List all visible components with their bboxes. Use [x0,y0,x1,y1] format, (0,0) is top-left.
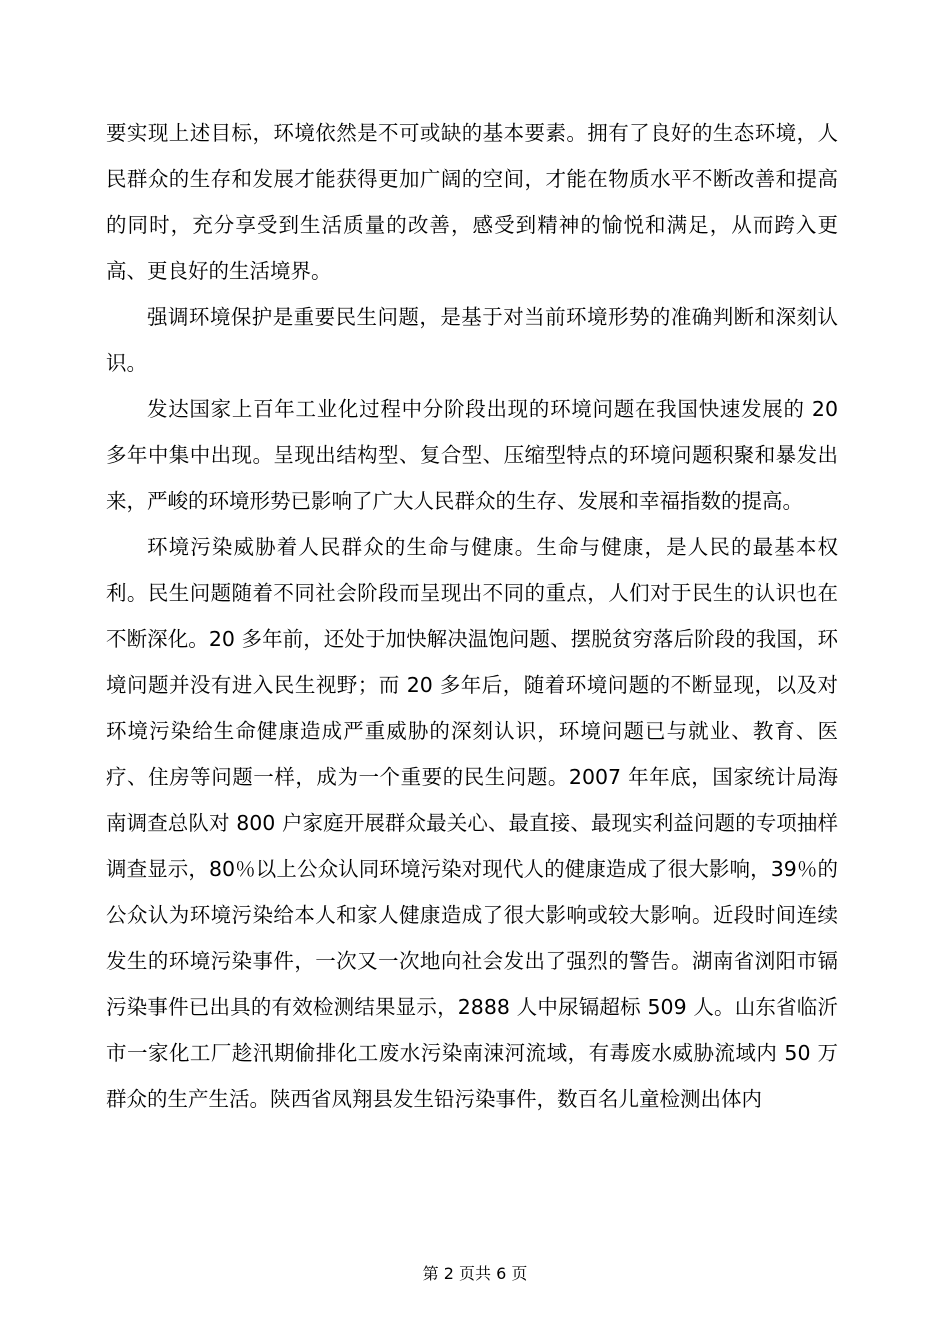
paragraph-1: 要实现上述目标，环境依然是不可或缺的基本要素。拥有了良好的生态环境，人民群众的生存和发展才能获得更加广阔的空间，才能在物质水平不断改善和提高的同时，充分享受到生活质量的改善，感受到精神的愉悦和满足，从而跨入更高、更良好的生活境界。 [106,121,838,283]
paragraph-2: 强调环境保护是重要民生问题，是基于对当前环境形势的准确判断和深刻认识。 [106,305,838,375]
page-number-footer: 第 2 页共 6 页 [422,1264,528,1283]
paragraph-4: 环境污染威胁着人民群众的生命与健康。生命与健康，是人民的最基本权利。民生问题随着不同社会阶段而呈现出不同的重点，人们对于民生的认识也在不断深化。20 多年前，还处于加快解决温饱问题、摆脱贫穷落后阶段的我国，环境问题并没有进入民生视野；而 20 多年后，随着环境问题的不断显现，以及对环境污染给生命健康造成严重威胁的深刻认识，环境问题已与就业、教育、医疗、住房等问题一样，成为一个重要的民生问题。2007 年年底，国家统计局海南调查总队对 800 户家庭开展群众最关心、最直接、最现实利益问题的专项抽样调查显示，80％以上公众认同环境污染对现代人的健康造成了很大影响，39％的公众认为环境污染给本人和家人健康造成了很大影响或较大影响。近段时间连续发生的环境污染事件，一次又一次地向社会发出了强烈的警告。湖南省浏阳市镉污染事件已出具的有效检测结果显示，2888 人中尿镉超标 509 人。山东省临沂市一家化工厂趁汛期偷排化工废水污染南涑河流域，有毒废水威胁流域内 50 万群众的生产生活。陕西省凤翔县发生铅污染事件，数百名儿童检测出体内 [106,535,838,1111]
document-body [106,110,838,1122]
paragraph-3: 发达国家上百年工业化过程中分阶段出现的环境问题在我国快速发展的 20 多年中集中出现。呈现出结构型、复合型、压缩型特点的环境问题积聚和暴发出来，严峻的环境形势已影响了广大人民群众的生存、发展和幸福指数的提高。 [106,397,838,513]
